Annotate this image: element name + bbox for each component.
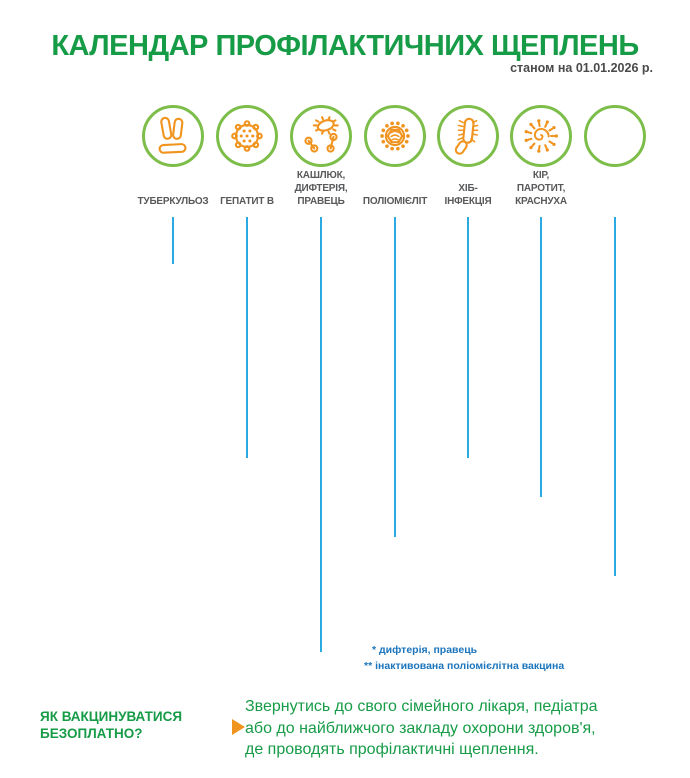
disease-label-line: КІР, xyxy=(532,170,550,181)
faq-question-line-2: БЕЗОПЛАТНО? xyxy=(40,726,143,741)
faq-question-line-1: ЯК ВАКЦИНУВАТИСЯ xyxy=(40,709,183,724)
measles-virus-icon xyxy=(518,113,564,159)
disease-label-line: ДИФТЕРІЯ, xyxy=(294,183,348,194)
column-connector-line xyxy=(614,217,616,576)
as-of-date: станом на 01.01.2026 р. xyxy=(510,61,653,75)
disease-label-line: ПАРОТИТ, xyxy=(516,183,566,194)
column-connector-line xyxy=(467,217,469,458)
disease-label-line: ПРАВЕЦЬ xyxy=(297,196,345,207)
disease-icon-circle xyxy=(290,105,352,167)
disease-icon-circle xyxy=(364,105,426,167)
disease-icon-circle xyxy=(437,105,499,167)
polio-virus-icon xyxy=(372,113,418,159)
disease-label-line: ІНФЕКЦІЯ xyxy=(444,196,492,207)
disease-icon-circle xyxy=(142,105,204,167)
disease-label-line: ГЕПАТИТ В xyxy=(220,196,274,207)
disease-label-line: ПОЛІОМІЄЛІТ xyxy=(362,196,428,207)
footnote-ipv: ** інактивована поліомієлітна вакцина xyxy=(364,660,565,672)
pertussis-bacteria-icon xyxy=(298,113,344,159)
column-connector-line xyxy=(394,217,396,537)
disease-label-line: ХІБ- xyxy=(458,183,478,194)
faq-answer-text xyxy=(245,696,598,761)
disease-icon-circle xyxy=(510,105,572,167)
faq-answer-line-2: або до найближчого закладу охорони здоров'я, xyxy=(245,719,596,737)
disease-label-line: КАШЛЮК, xyxy=(296,170,346,181)
footnote-diphtheria-tetanus: * дифтерія, правець xyxy=(372,644,478,656)
disease-icon-circle xyxy=(216,105,278,167)
faq-answer-line-3: де проводять профілактичні щеплення. xyxy=(245,741,539,758)
page-title: КАЛЕНДАР ПРОФІЛАКТИЧНИХ ЩЕПЛЕНЬ xyxy=(51,30,639,62)
column-connector-line xyxy=(246,217,248,458)
hepatitis-b-virus-icon xyxy=(224,113,270,159)
how-to-vaccinate-free-label xyxy=(40,708,182,742)
arrow-right-icon xyxy=(232,719,245,735)
hib-bacteria-icon xyxy=(445,113,491,159)
disease-column-label xyxy=(495,165,587,208)
column-connector-line xyxy=(320,217,322,652)
column-connector-line xyxy=(172,217,174,264)
disease-label-line: КРАСНУХА xyxy=(515,196,567,207)
faq-answer-line-1: Звернутись до свого сімейного лікаря, педіатра xyxy=(245,698,598,715)
tuberculosis-bacteria-icon xyxy=(150,113,196,159)
disease-icon-circle xyxy=(584,105,646,167)
disease-label-line: ТУБЕРКУЛЬОЗ xyxy=(137,196,209,207)
column-connector-line xyxy=(540,217,542,497)
